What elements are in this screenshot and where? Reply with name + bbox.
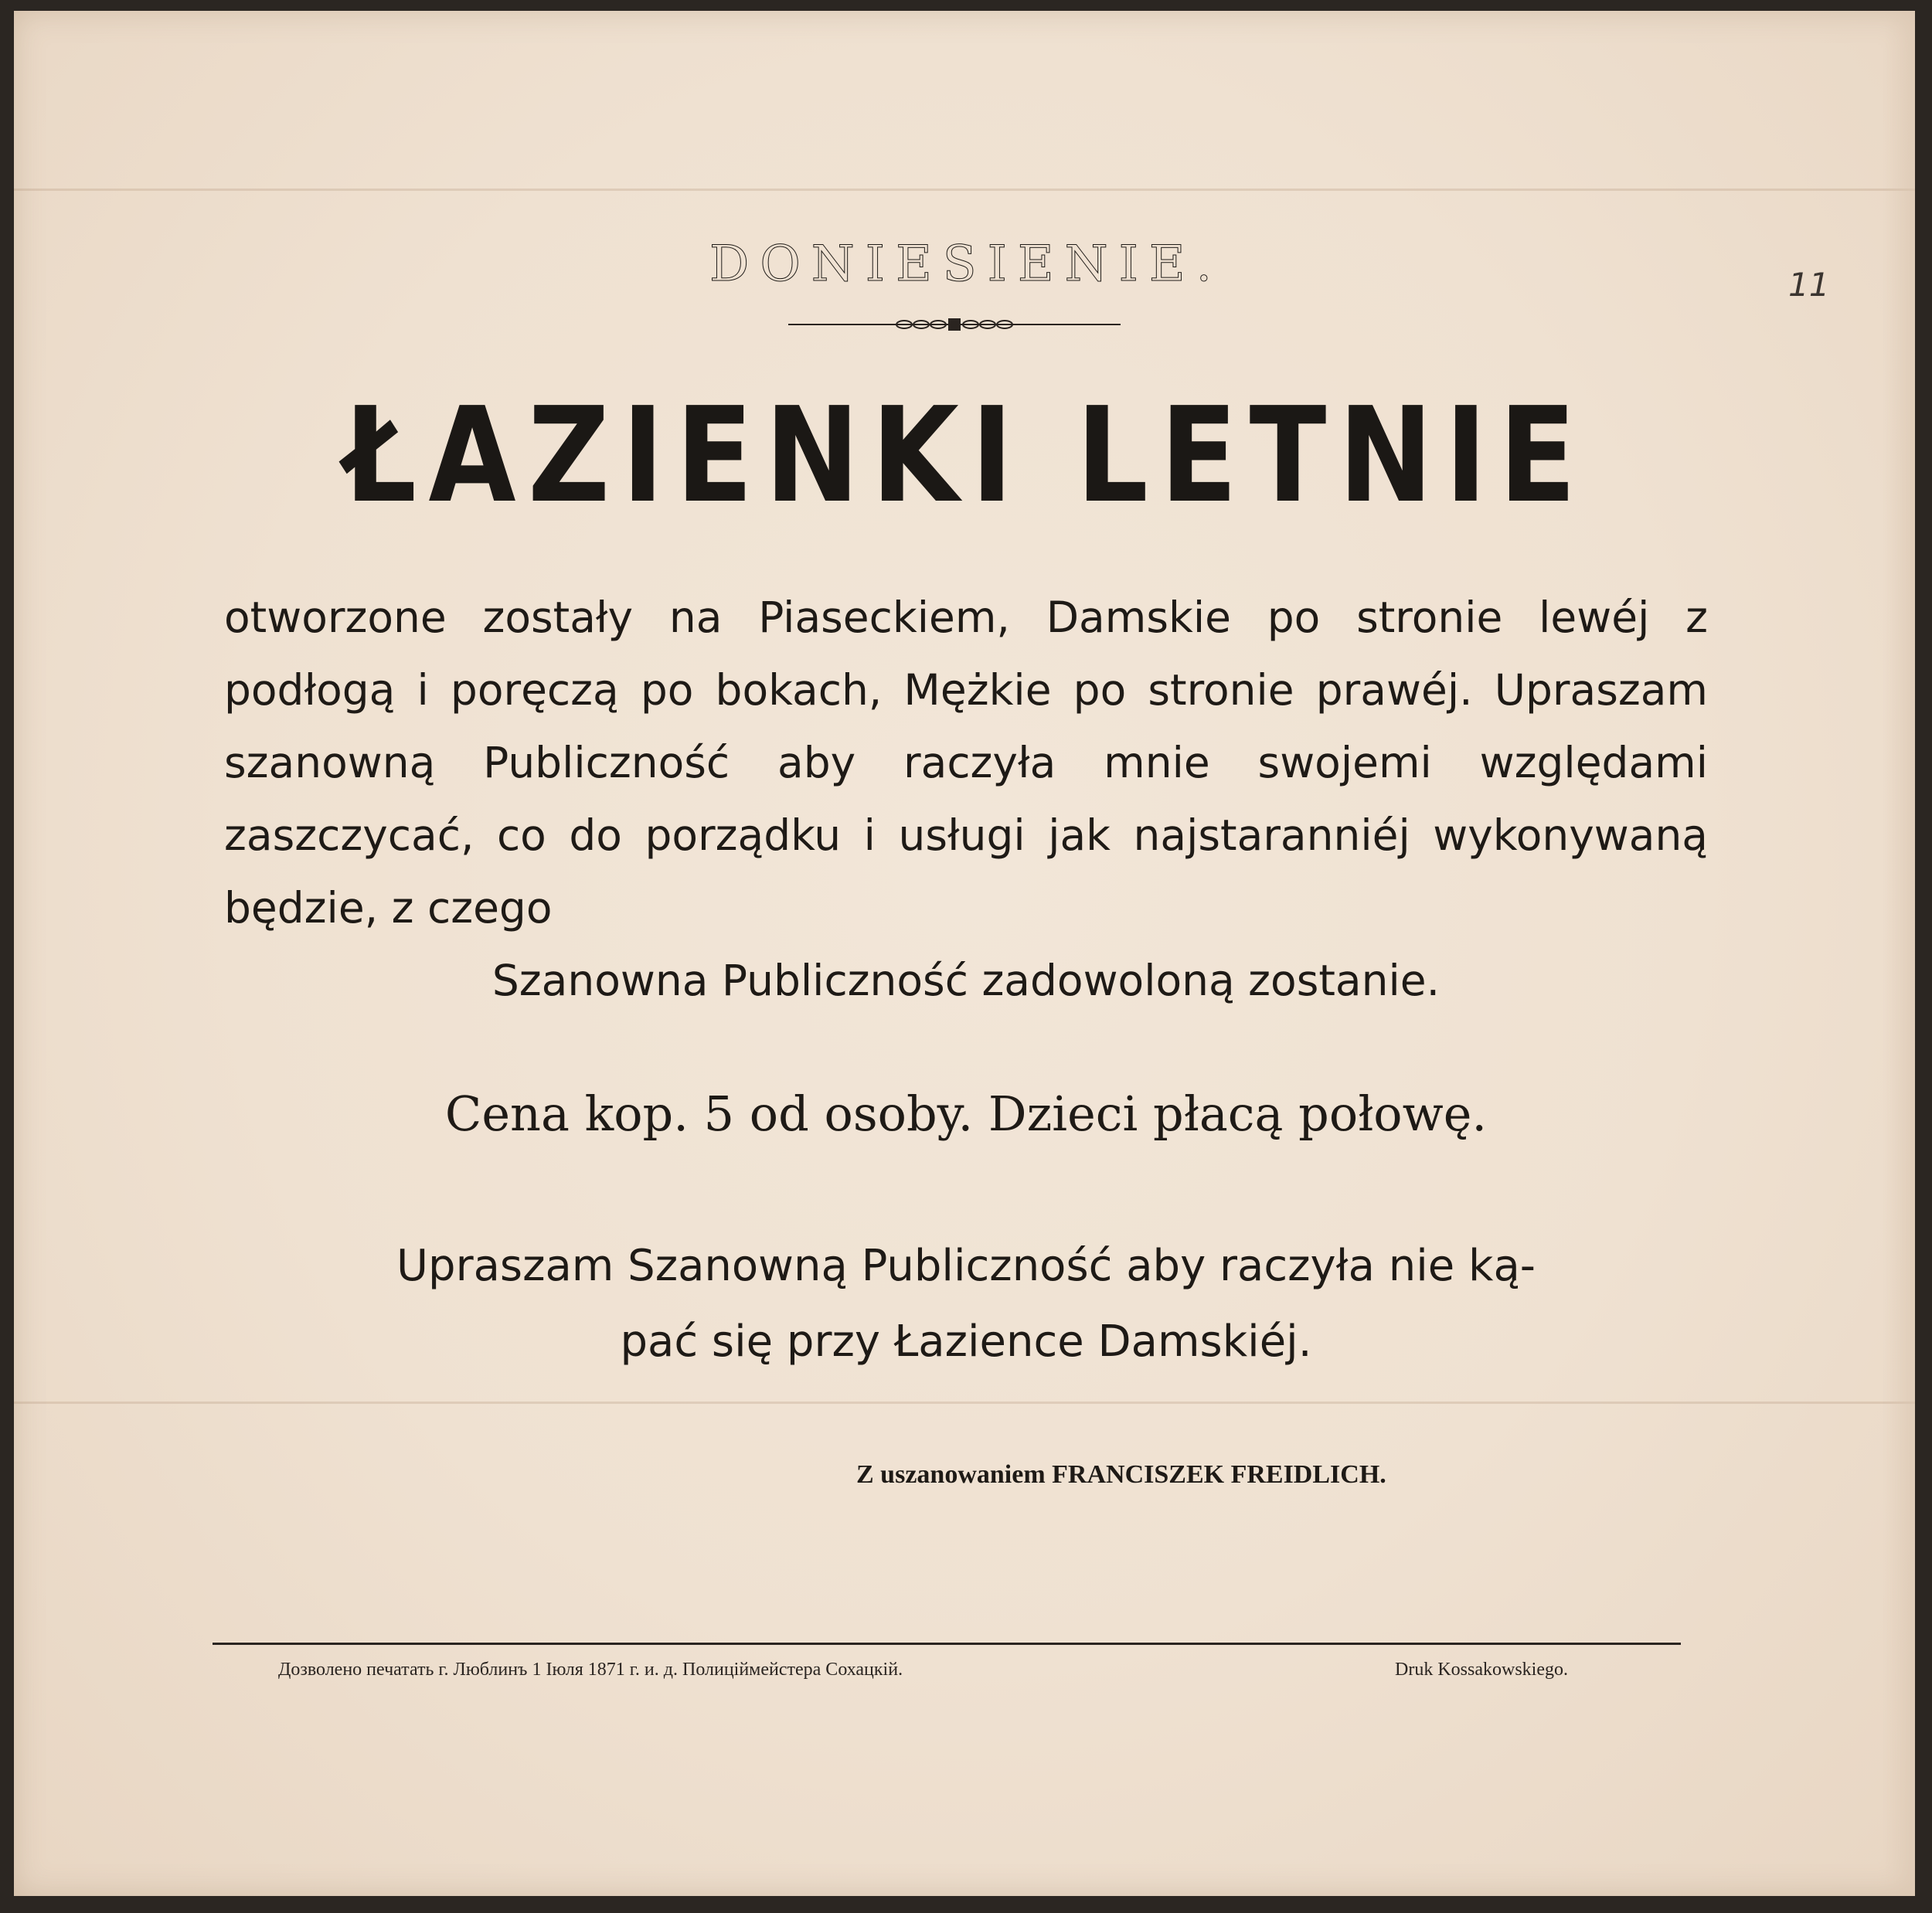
notice-line: pać się przy Łazience Damskiéj. xyxy=(620,1317,1312,1367)
signature-name: FRANCISZEK FREIDLICH. xyxy=(1052,1460,1386,1489)
notice-paragraph xyxy=(216,1228,1716,1380)
ornament-divider-icon xyxy=(788,315,1121,334)
footer-rule xyxy=(213,1643,1681,1645)
signature xyxy=(856,1460,1386,1490)
body-line: prawéj. Upraszam szanowną Publiczność aby raczyła xyxy=(224,665,1708,787)
censor-note: Дозволено печатать г. Люблинъ 1 Iюля 1871 г. и. д. Полицiймейстера Сохацкiй. xyxy=(278,1660,903,1680)
signature-prefix: Z uszanowaniem xyxy=(856,1460,1046,1489)
archive-number: 11 xyxy=(1788,266,1830,304)
printer-note: Druk Kossakowskiego. xyxy=(1395,1660,1568,1680)
body-line: otworzone zostały na Piaseckiem, Damskie po stronie xyxy=(224,593,1503,642)
body-line: lewéj z podłogą i poręczą po bokach, Mężkie po stronie xyxy=(224,593,1709,715)
poster-title: ŁAZIENKI LETNIE xyxy=(344,379,1588,532)
body-line: mnie swojemi względami zaszczycać, co do porządku i xyxy=(224,738,1709,860)
paper-fold-line xyxy=(14,189,1915,191)
body-paragraph xyxy=(224,581,1708,1017)
body-line: Szanowna Publiczność zadowoloną zostanie. xyxy=(492,956,1440,1005)
notice-line: Upraszam Szanowną Publiczność aby raczyła nie ką- xyxy=(396,1241,1536,1291)
paper-edge xyxy=(1884,11,1915,1896)
body-line: usługi jak najstaranniéj wykonywaną będzie, z czego xyxy=(224,810,1709,933)
price-line: Cena kop. 5 od osoby. Dzieci płacą połowę. xyxy=(444,1086,1488,1142)
paper-fold-line xyxy=(14,1402,1915,1404)
poster-heading: DONIESIENIE. xyxy=(709,236,1223,293)
